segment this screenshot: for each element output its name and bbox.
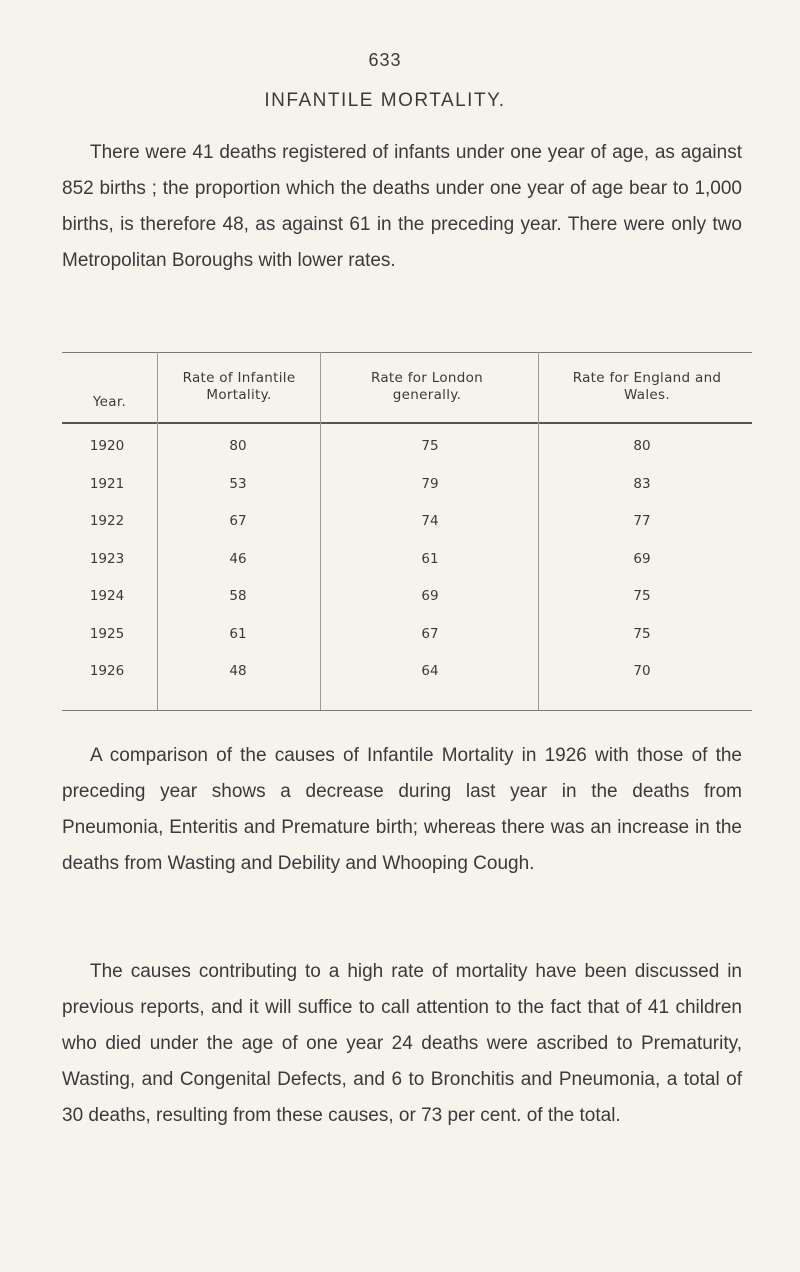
cell-year: 1923 <box>89 550 125 567</box>
intro-paragraph <box>62 135 742 279</box>
cell-infantile-rate: 80 <box>229 438 247 454</box>
cell-england-wales-rate: 77 <box>633 513 651 529</box>
cell-england-wales-rate: 69 <box>633 550 651 567</box>
cell-infantile-rate: 61 <box>229 625 247 642</box>
cell-england-wales-rate: 75 <box>633 588 651 604</box>
cell-london-rate: 79 <box>421 475 439 492</box>
cell-year: 1926 <box>89 663 125 679</box>
column-divider <box>157 352 158 710</box>
cell-london-rate: 75 <box>421 438 439 454</box>
page-title: INFANTILE MORTALITY. <box>264 90 506 111</box>
cell-year: 1922 <box>89 513 125 529</box>
cell-infantile-rate: 67 <box>229 513 247 529</box>
table-header-rule <box>62 422 752 424</box>
cell-england-wales-rate: 83 <box>633 475 651 492</box>
cell-england-wales-rate: 75 <box>633 625 651 642</box>
table-top-rule <box>62 352 752 353</box>
table-bottom-rule <box>62 710 752 711</box>
cell-london-rate: 67 <box>421 625 439 642</box>
column-divider <box>320 352 321 710</box>
cell-london-rate: 74 <box>421 513 439 529</box>
header-year: Year. <box>92 394 127 410</box>
cell-year: 1921 <box>89 475 125 492</box>
cell-london-rate: 64 <box>421 663 439 679</box>
cell-england-wales-rate: 80 <box>633 438 651 454</box>
header-infantile-rate: Rate of Infantile Mortality. <box>182 370 296 403</box>
cell-year: 1925 <box>89 625 125 642</box>
page-number: 633 <box>368 50 402 70</box>
cell-london-rate: 69 <box>421 588 439 604</box>
comparison-paragraph-text: A comparison of the causes of Infantile Mortality in 1926 with those of the preceding year shows a decrease during last year in the deaths from Pneumonia, Enteritis and Premature birth; whereas there was an increase in the deaths from Wasting and Debility and Whooping Cough. <box>62 745 742 874</box>
cell-year: 1924 <box>89 588 125 604</box>
header-london-rate: Rate for London generally. <box>370 370 484 403</box>
intro-paragraph-text: There were 41 deaths registered of infants under one year of age, as against 852 births ; the proportion which the deaths under one year of age bear to 1,000 births, is therefore 48, as against 61 in the preceding year. There were only two Metropolitan Boroughs with lower rates. <box>62 142 742 271</box>
mortality-table <box>62 352 752 717</box>
cell-infantile-rate: 46 <box>229 550 247 567</box>
cell-year: 1920 <box>89 438 125 454</box>
comparison-paragraph <box>62 738 742 882</box>
cell-infantile-rate: 53 <box>229 475 247 492</box>
causes-paragraph <box>62 954 742 1134</box>
cell-england-wales-rate: 70 <box>633 663 651 679</box>
causes-paragraph-text: The causes contributing to a high rate of mortality have been discussed in previous reports, and it will suffice to call attention to the fact that of 41 children who died under the age of one year 24 deaths were ascribed to Prematurity, Wasting, and Congenital Defects, and 6 to Bronchitis and Pneumonia, a total of 30 deaths, resulting from these causes, or 73 per cent. of the total. <box>62 961 742 1126</box>
cell-london-rate: 61 <box>421 550 439 567</box>
header-england-wales-rate: Rate for England and Wales. <box>572 370 722 403</box>
cell-infantile-rate: 58 <box>229 588 247 604</box>
cell-infantile-rate: 48 <box>229 663 247 679</box>
column-divider <box>538 352 539 710</box>
